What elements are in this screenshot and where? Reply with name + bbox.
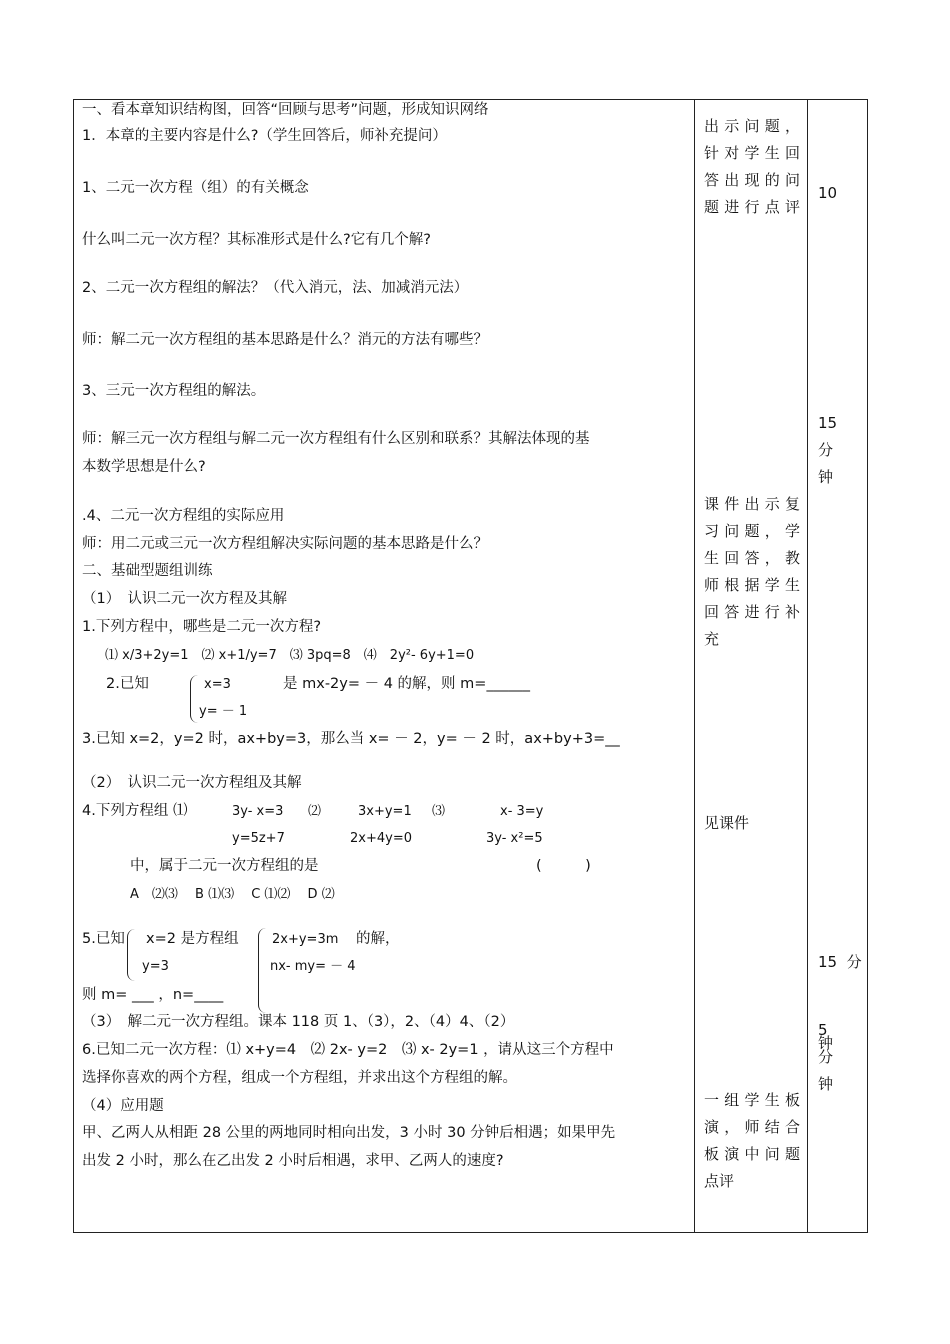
exercise-4-system1-eq1: 3y- x=3 [232,804,284,819]
time-value: 10 [818,184,838,202]
time-unit: 分 [818,441,834,459]
exercise-6-line1: 6.已知二元一次方程：⑴ x+y=4 ⑵ 2x- y=2 ⑶ x- 2y=1 ，请从这三个方程中 [82,1042,614,1058]
exercise-4-choices: A ⑵⑶ B ⑴⑶ C ⑴⑵ D ⑵ [130,887,335,902]
exercise-4-system3-eq2: 3y- x²=5 [486,831,543,846]
time-value: 15 分 [818,953,862,971]
point-2: 2、二元一次方程组的解法？（代入消元，法、加减消元法） [82,280,469,296]
point-2-question: 师：解二元一次方程组的基本思路是什么？消元的方法有哪些？ [82,332,488,348]
time-unit: 钟 [818,468,834,486]
exercise-2-prefix: 2.已知 [106,676,149,692]
group-3-heading: （3） 解二元一次方程组。课本 118 页 1、（3），2、（4）4、（2） [82,1014,515,1030]
lesson-table [73,99,868,1233]
exercise-1: 1.下列方程中，哪些是二元一次方程? [82,619,322,635]
point-4-question: 师：用二元或三元一次方程组解决实际问题的基本思路是什么？ [82,536,488,552]
teacher-note-line: 生回答，教 [704,549,800,567]
point-3-question-line1: 师：解三元一次方程组与解二元一次方程组有什么区别和联系？其解法体现的基 [82,431,590,447]
time-unit: 分 [818,1048,834,1066]
exercise-5-suffix: 的解， [356,931,400,947]
exercise-4-label-2: ⑵ [308,804,322,819]
time-2 [818,410,837,491]
teacher-note-line: 题进行点评 [704,198,800,216]
teacher-note-line: 回答进行补 [704,603,800,621]
application-line1: 甲、乙两人从相距 28 公里的两地同时相向出发，3 小时 30 分钟后相遇；如果甲先 [82,1125,616,1141]
column-divider [694,100,695,1232]
teacher-note-line: 课件出示复 [704,495,800,513]
teacher-note-line: 点评 [704,1172,735,1190]
teacher-note-line: 板演中问题 [704,1145,800,1163]
section1-heading: 一、看本章知识结构图，回答“回顾与思考”问题，形成知识网络 [82,102,489,118]
time-4 [818,1017,833,1098]
exercise-6-line2: 选择你喜欢的两个方程，组成一个方程组，并求出这个方程组的解。 [82,1070,517,1086]
time-1 [818,180,837,207]
teacher-note-line: 一组学生板 [704,1091,800,1109]
exercise-4-label-3: ⑶ [432,804,446,819]
exercise-2-eq2: y= － 1 [199,704,248,719]
time-value: 5 [818,1021,828,1039]
teacher-note-4 [704,1087,800,1195]
group-1-heading: （1） 认识二元一次方程及其解 [82,591,287,607]
column-divider [807,100,808,1232]
point-4: .4、二元一次方程组的实际应用 [82,508,285,524]
teacher-note-line: 针对学生回 [704,144,800,162]
exercise-4-system2-eq2: 2x+4y=0 [350,831,412,846]
exercise-5-system-eq1: 2x+y=3m [272,932,339,947]
point-3-question-line2: 本数学思想是什么? [82,459,206,475]
exercise-2-eq1: x=3 [204,677,231,692]
application-line2: 出发 2 小时，那么在乙出发 2 小时后相遇，求甲、乙两人的速度? [82,1153,504,1169]
point-1-question: 什么叫二元一次方程？其标准形式是什么?它有几个解? [82,232,431,248]
teacher-note-line: 答出现的问 [704,171,800,189]
teacher-note-line: 演，师结合 [704,1118,800,1136]
teacher-note-2 [704,491,800,653]
teacher-note-line: 出示问题， [704,117,800,135]
exercise-1-options: ⑴ x/3+2y=1 ⑵ x+1/y=7 ⑶ 3pq=8 ⑷ 2y²- 6y+1=0 [105,648,475,663]
brace [190,675,199,723]
time-value: 15 [818,414,838,432]
group-4-heading: （4）应用题 [82,1098,164,1114]
brace [127,929,136,981]
teacher-note-line: 充 [704,630,720,648]
exercise-5-given-x: x=2 是方程组 [146,931,239,947]
exercise-2-suffix: 是 mx-2y= － 4 的解，则 m=______ [283,676,530,692]
section2-heading: 二、基础型题组训练 [82,563,213,579]
exercise-4-system1-eq2: y=5z+7 [232,831,285,846]
exercise-5-answer: 则 m= ___ ，n=____ [82,987,224,1003]
group-2-heading: （2） 认识二元一次方程组及其解 [82,775,302,791]
point-3: 3、三元一次方程组的解法。 [82,383,266,399]
question-1: 1．本章的主要内容是什么?（学生回答后，师补充提问） [82,128,447,144]
teacher-note-line: 师根据学生 [704,576,800,594]
teacher-note-line: 习问题，学 [704,522,800,540]
point-1: 1、二元一次方程（组）的有关概念 [82,180,309,196]
exercise-5-given-y: y=3 [142,959,169,974]
exercise-4-question: 中，属于二元一次方程组的是 [130,858,319,874]
teacher-note-3: 见课件 [704,814,750,832]
exercise-4-answer-blank: ( ) [536,858,591,874]
teacher-note-1 [704,113,800,221]
exercise-4-system2-eq1: 3x+y=1 [358,804,412,819]
time-unit: 钟 [818,1075,834,1093]
exercise-4-prefix: 4.下列方程组 ⑴ [82,803,188,819]
time-unit: 钟 [818,1034,834,1052]
exercise-5-prefix: 5.已知 [82,931,125,947]
exercise-4-system3-eq1: x- 3=y [500,804,544,819]
brace [258,928,267,1013]
exercise-5-system-eq2: nx- my= － 4 [270,959,356,974]
exercise-3: 3.已知 x=2，y=2 时，ax+by=3，那么当 x= － 2，y= － 2 时，ax+by+3=__ [82,731,620,747]
